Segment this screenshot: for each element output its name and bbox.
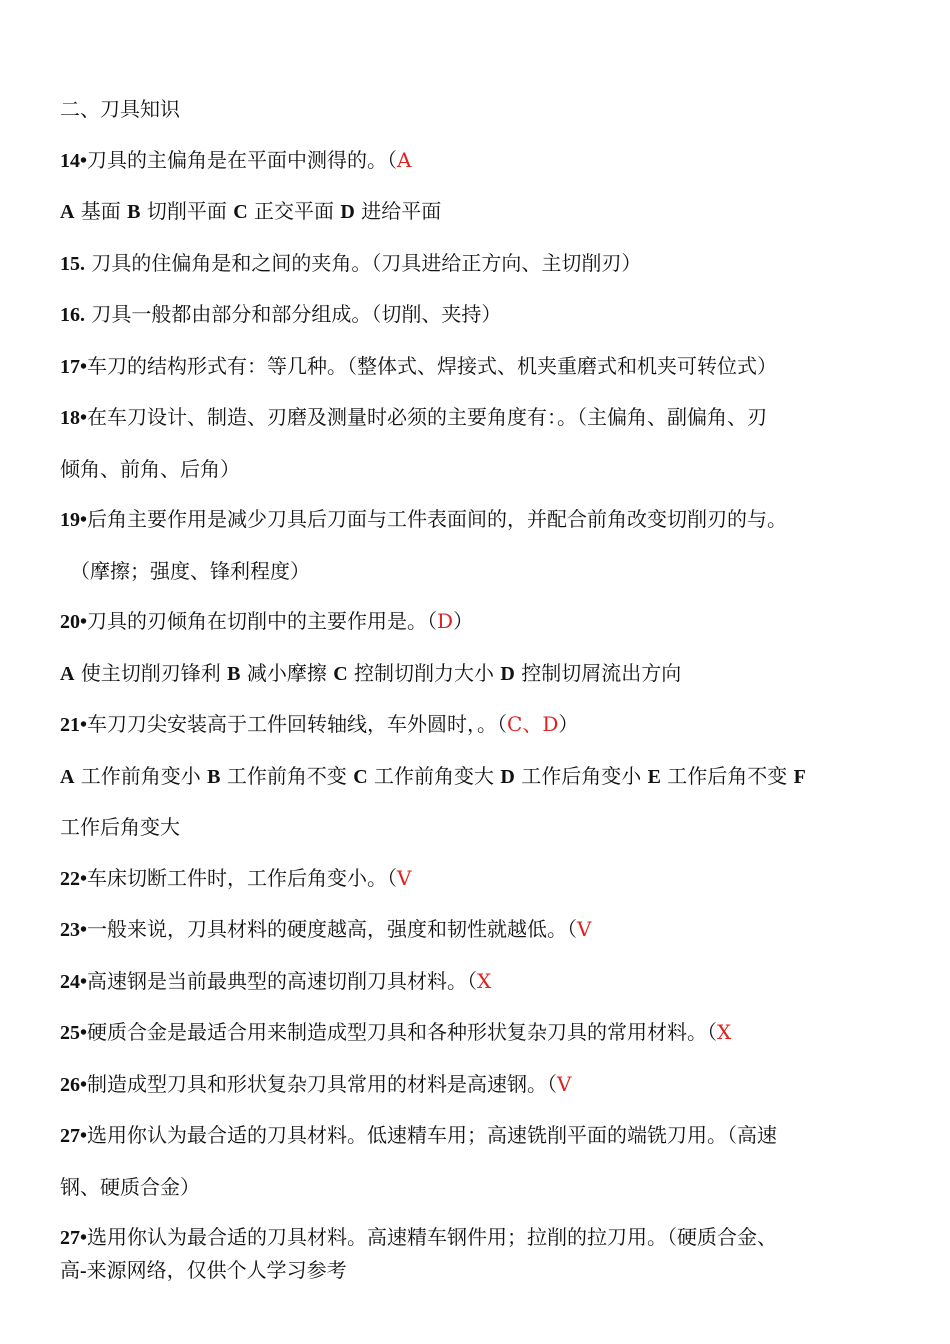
question-number: 14• [60, 149, 88, 172]
answer: V [577, 917, 592, 941]
question-24 [60, 956, 880, 1008]
question-text: （摩擦；强度、锋利程度） [70, 558, 310, 583]
question-text: 高速钢是当前最典型的高速切削刀具材料。（ [87, 968, 478, 993]
answer: X [477, 968, 492, 993]
question-number: 22• [60, 867, 88, 890]
option-key: C [333, 662, 348, 685]
question-text: 倾角、前角、后角） [60, 456, 240, 481]
question-18-cont [60, 444, 880, 495]
question-text: 选用你认为最合适的刀具材料。低速精车用；高速铣削平面的端铣刀用。（高速 [87, 1123, 778, 1147]
question-14 [60, 135, 880, 187]
question-text: 刀具一般都由部分和部分组成。（切削、夹持） [85, 302, 502, 326]
question-text: 车刀的结构形式有：等几种。（整体式、焊接式、机夹重磨式和机夹可转位式） [87, 353, 778, 378]
answer: V [557, 1071, 572, 1096]
option-text: 使主切削刃锋利 [74, 660, 228, 685]
question-number: 23• [60, 919, 88, 941]
option-key: D [500, 662, 515, 685]
question-20 [60, 596, 880, 648]
option-text: 工作前角变小 [74, 763, 208, 788]
question-text: 制造成型刀具和形状复杂刀具常用的材料是高速钢。（ [87, 1071, 558, 1096]
question-number: 21• [60, 714, 88, 736]
question-number: 24• [60, 970, 88, 993]
footer-note [60, 1255, 880, 1286]
question-number: 18• [60, 407, 88, 429]
answer: X [717, 1020, 732, 1044]
option-text: 基面 [74, 199, 128, 223]
question-text: 车床切断工件时，工作后角变小。（ [87, 865, 398, 890]
option-key: A [60, 201, 75, 223]
question-15 [60, 238, 880, 290]
question-19 [60, 494, 880, 546]
option-text: 进给平面 [354, 199, 442, 223]
question-number: 20• [60, 611, 88, 633]
answer: V [397, 865, 412, 890]
question-27a-cont [60, 1162, 880, 1213]
question-number: 25• [60, 1022, 88, 1044]
option-text: 减小摩擦 [240, 660, 334, 685]
paren-close: ） [558, 712, 579, 736]
question-16 [60, 289, 880, 341]
question-number: 15. [60, 252, 85, 275]
option-key: B [207, 765, 221, 788]
question-number: 16. [60, 304, 85, 326]
answer: C、D [507, 712, 559, 736]
question-18 [60, 392, 880, 444]
option-text: 控制切削力大小 [347, 660, 501, 685]
question-text: 后角主要作用是减少刀具后刀面与工件表面间的，并配合前角改变切削刃的与。 [87, 507, 788, 531]
question-19-cont [60, 546, 880, 597]
answer: D [437, 609, 454, 633]
option-text: 工作后角变大 [60, 815, 180, 839]
question-text: 一般来说，刀具材料的硬度越高，强度和韧性就越低。（ [87, 917, 578, 941]
question-number: 26• [60, 1073, 88, 1096]
dash: - [80, 1260, 87, 1282]
options-21-cont [60, 802, 880, 853]
question-text: 在车刀设计、制造、刃磨及测量时必须的主要角度有：。（主偏角、副偏角、刃 [87, 405, 768, 429]
option-key: B [127, 201, 141, 223]
question-text: 刀具的主偏角是在平面中测得的。（ [87, 147, 398, 172]
question-number: 19• [60, 509, 88, 531]
question-22 [60, 853, 880, 905]
question-27a [60, 1110, 880, 1162]
question-number: 17• [60, 355, 88, 378]
option-key: D [340, 201, 355, 223]
option-key: F [793, 765, 806, 788]
option-text: 工作前角变大 [367, 763, 501, 788]
question-25 [60, 1007, 880, 1059]
option-key: B [227, 662, 241, 685]
option-text: 工作后角不变 [660, 763, 794, 788]
question-27b [60, 1220, 880, 1255]
option-key: C [353, 765, 368, 788]
question-text: 车刀刀尖安装高于工件回转轴线，车外圆时，。（ [87, 712, 508, 736]
option-text: 控制切屑流出方向 [514, 660, 682, 685]
answer: A [397, 147, 412, 172]
options-21 [60, 751, 880, 803]
option-text: 工作后角变小 [514, 763, 648, 788]
question-text: 高 [60, 1258, 80, 1282]
options-20 [60, 648, 880, 700]
paren-close: ） [453, 609, 474, 633]
question-text: 钢、硬质合金） [60, 1174, 200, 1199]
section-heading: 二、刀具知识 [60, 97, 180, 121]
question-17 [60, 341, 880, 393]
option-text: 工作前角不变 [220, 763, 354, 788]
option-key: D [500, 765, 515, 788]
option-key: A [60, 765, 75, 788]
question-26 [60, 1059, 880, 1111]
question-23 [60, 904, 880, 956]
option-key: E [647, 765, 661, 788]
option-text: 正交平面 [247, 199, 341, 223]
question-number: 27• [60, 1227, 88, 1249]
question-number: 27• [60, 1125, 88, 1147]
question-21 [60, 699, 880, 751]
question-text: 刀具的刃倾角在切削中的主要作用是。（ [87, 609, 438, 633]
option-key: C [233, 201, 248, 223]
question-text: 刀具的住偏角是和之间的夹角。（刀具进给正方向、主切削刃） [85, 250, 642, 275]
question-text: 选用你认为最合适的刀具材料。高速精车钢件用；拉削的拉刀用。（硬质合金、 [87, 1225, 778, 1249]
question-text: 硬质合金是最适合用来制造成型刀具和各种形状复杂刀具的常用材料。（ [87, 1020, 718, 1044]
options-14 [60, 186, 880, 238]
option-key: A [60, 662, 75, 685]
document-page [60, 84, 880, 1286]
source-note: 来源网络，仅供个人学习参考 [86, 1258, 347, 1282]
option-text: 切削平面 [140, 199, 234, 223]
